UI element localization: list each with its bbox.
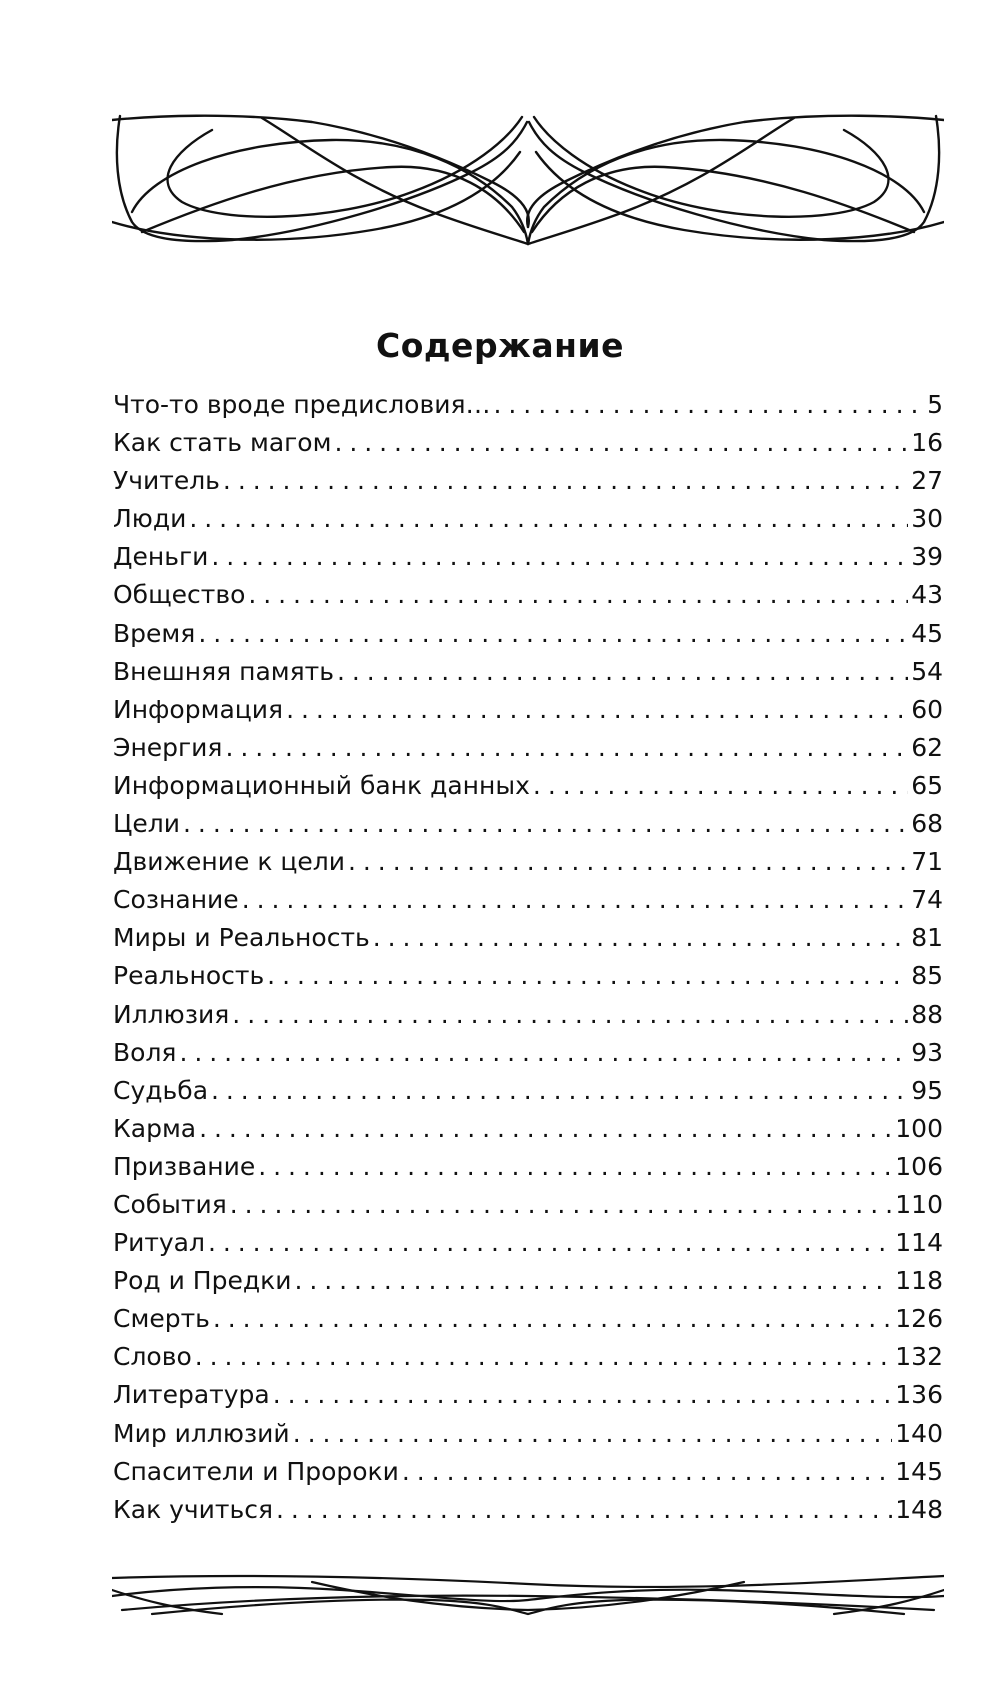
- toc-entry-title: Что-то вроде предисловия…: [113, 390, 491, 419]
- toc-row[interactable]: [113, 424, 943, 462]
- toc-page-number: 62: [911, 732, 943, 762]
- toc-page-number: 60: [911, 694, 943, 724]
- toc-page-number: 5: [927, 390, 943, 419]
- toc-entry-title: Литература: [113, 1380, 270, 1410]
- toc-row[interactable]: [113, 691, 943, 729]
- dot-leader: [208, 1224, 892, 1262]
- toc-entry-title: Время: [113, 618, 196, 648]
- toc-row[interactable]: [113, 843, 943, 881]
- dot-leader: [334, 424, 908, 462]
- toc-entry-title: Движение к цели: [113, 847, 346, 877]
- toc-row[interactable]: [113, 462, 943, 500]
- toc-entry-title: Цели: [113, 809, 181, 839]
- toc-entry-title: Деньги: [113, 542, 209, 572]
- toc-row[interactable]: [113, 1262, 943, 1300]
- toc-page-number: 88: [911, 999, 943, 1029]
- toc-row[interactable]: [113, 653, 943, 691]
- dot-leader: [230, 1186, 893, 1224]
- toc-page-number: 65: [911, 770, 943, 800]
- toc-entry-title: Миры и Реальность: [113, 923, 370, 953]
- toc-entry-title: Воля: [113, 1037, 177, 1067]
- toc-page-number: 132: [895, 1342, 943, 1372]
- toc-row[interactable]: [113, 1338, 943, 1376]
- toc-entry-title: Информация: [113, 694, 284, 724]
- toc-row[interactable]: [113, 957, 943, 995]
- dot-leader: [258, 1148, 892, 1186]
- toc-page-number: 43: [911, 580, 943, 610]
- toc-row[interactable]: [113, 615, 943, 653]
- dot-leader: [225, 729, 908, 767]
- toc-row[interactable]: [113, 1034, 943, 1072]
- toc-entry-title: Карма: [113, 1113, 197, 1143]
- toc-page-number: 114: [895, 1228, 943, 1258]
- toc-row[interactable]: [113, 729, 943, 767]
- toc-entry-title: Энергия: [113, 732, 223, 762]
- toc-entry-title: Ритуал: [113, 1228, 205, 1258]
- toc-page-number: 30: [911, 504, 943, 534]
- dot-leader: [267, 957, 908, 995]
- toc-row[interactable]: [113, 919, 943, 957]
- dot-leader: [286, 691, 908, 729]
- table-of-contents: [113, 386, 943, 1529]
- page-title: Содержание: [376, 326, 624, 366]
- toc-page-number: 39: [911, 542, 943, 572]
- toc-page-number: 148: [895, 1494, 943, 1524]
- dot-leader: [294, 1262, 892, 1300]
- toc-entry-title: Судьба: [113, 1075, 209, 1105]
- dot-leader: [183, 805, 908, 843]
- toc-row[interactable]: [113, 386, 943, 424]
- dot-leader: [494, 386, 925, 424]
- bottom-divider-ornament-icon: [112, 1570, 944, 1622]
- dot-leader: [248, 576, 908, 614]
- toc-entry-title: Иллюзия: [113, 999, 230, 1029]
- toc-row[interactable]: [113, 1110, 943, 1148]
- toc-entry-title: Как стать магом: [113, 428, 332, 458]
- dot-leader: [189, 500, 908, 538]
- toc-page-number: 27: [911, 466, 943, 496]
- toc-row[interactable]: [113, 1186, 943, 1224]
- dot-leader: [402, 1453, 892, 1491]
- toc-row[interactable]: [113, 1224, 943, 1262]
- toc-entry-title: Призвание: [113, 1151, 256, 1181]
- toc-entry-title: Информационный банк данных: [113, 770, 530, 800]
- toc-row[interactable]: [113, 805, 943, 843]
- toc-entry-title: Внешняя память: [113, 656, 334, 686]
- toc-entry-title: Общество: [113, 580, 246, 610]
- toc-page-number: 68: [911, 809, 943, 839]
- dot-leader: [293, 1415, 893, 1453]
- toc-page-number: 74: [911, 885, 943, 915]
- toc-row[interactable]: [113, 767, 943, 805]
- toc-row[interactable]: [113, 576, 943, 614]
- toc-page-number: 100: [895, 1113, 943, 1143]
- toc-row[interactable]: [113, 1300, 943, 1338]
- toc-entry-title: Как учиться: [113, 1494, 274, 1524]
- dot-leader: [337, 653, 908, 691]
- dot-leader: [211, 538, 908, 576]
- toc-entry-title: Слово: [113, 1342, 192, 1372]
- toc-row[interactable]: [113, 1148, 943, 1186]
- toc-entry-title: Реальность: [113, 961, 265, 991]
- dot-leader: [533, 767, 908, 805]
- dot-leader: [348, 843, 908, 881]
- toc-row[interactable]: [113, 1376, 943, 1414]
- toc-row[interactable]: [113, 1072, 943, 1110]
- toc-page-number: 16: [911, 428, 943, 458]
- toc-row[interactable]: [113, 1491, 943, 1529]
- toc-row[interactable]: [113, 881, 943, 919]
- toc-page-number: 81: [911, 923, 943, 953]
- toc-row[interactable]: [113, 1415, 943, 1453]
- toc-page-number: 95: [911, 1075, 943, 1105]
- dot-leader: [213, 1300, 892, 1338]
- toc-entry-title: События: [113, 1189, 227, 1219]
- toc-entry-title: Сознание: [113, 885, 239, 915]
- top-flourish-ornament-icon: [112, 112, 944, 250]
- dot-leader: [232, 996, 908, 1034]
- dot-leader: [195, 1338, 893, 1376]
- toc-page-number: 145: [895, 1456, 943, 1486]
- toc-page-number: 54: [911, 656, 943, 686]
- toc-page-number: 45: [911, 618, 943, 648]
- toc-page-number: 93: [911, 1037, 943, 1067]
- toc-page-number: 126: [895, 1304, 943, 1334]
- toc-page-number: 106: [895, 1151, 943, 1181]
- toc-row[interactable]: [113, 500, 943, 538]
- toc-row[interactable]: [113, 538, 943, 576]
- toc-entry-title: Мир иллюзий: [113, 1418, 290, 1448]
- toc-page-number: 71: [911, 847, 943, 877]
- dot-leader: [276, 1491, 892, 1529]
- dot-leader: [223, 462, 908, 500]
- dot-leader: [273, 1376, 893, 1414]
- toc-page-number: 140: [895, 1418, 943, 1448]
- dot-leader: [198, 615, 908, 653]
- toc-entry-title: Спасители и Пророки: [113, 1456, 399, 1486]
- toc-row[interactable]: [113, 996, 943, 1034]
- dot-leader: [373, 919, 908, 957]
- toc-row[interactable]: [113, 1453, 943, 1491]
- dot-leader: [242, 881, 909, 919]
- toc-page-number: 136: [895, 1380, 943, 1410]
- toc-page-number: 85: [911, 961, 943, 991]
- toc-entry-title: Род и Предки: [113, 1266, 292, 1296]
- toc-entry-title: Учитель: [113, 466, 220, 496]
- dot-leader: [179, 1034, 908, 1072]
- dot-leader: [211, 1072, 908, 1110]
- toc-entry-title: Люди: [113, 504, 187, 534]
- toc-entry-title: Смерть: [113, 1304, 210, 1334]
- toc-page-number: 110: [895, 1189, 943, 1219]
- dot-leader: [199, 1110, 892, 1148]
- toc-page-number: 118: [895, 1266, 943, 1296]
